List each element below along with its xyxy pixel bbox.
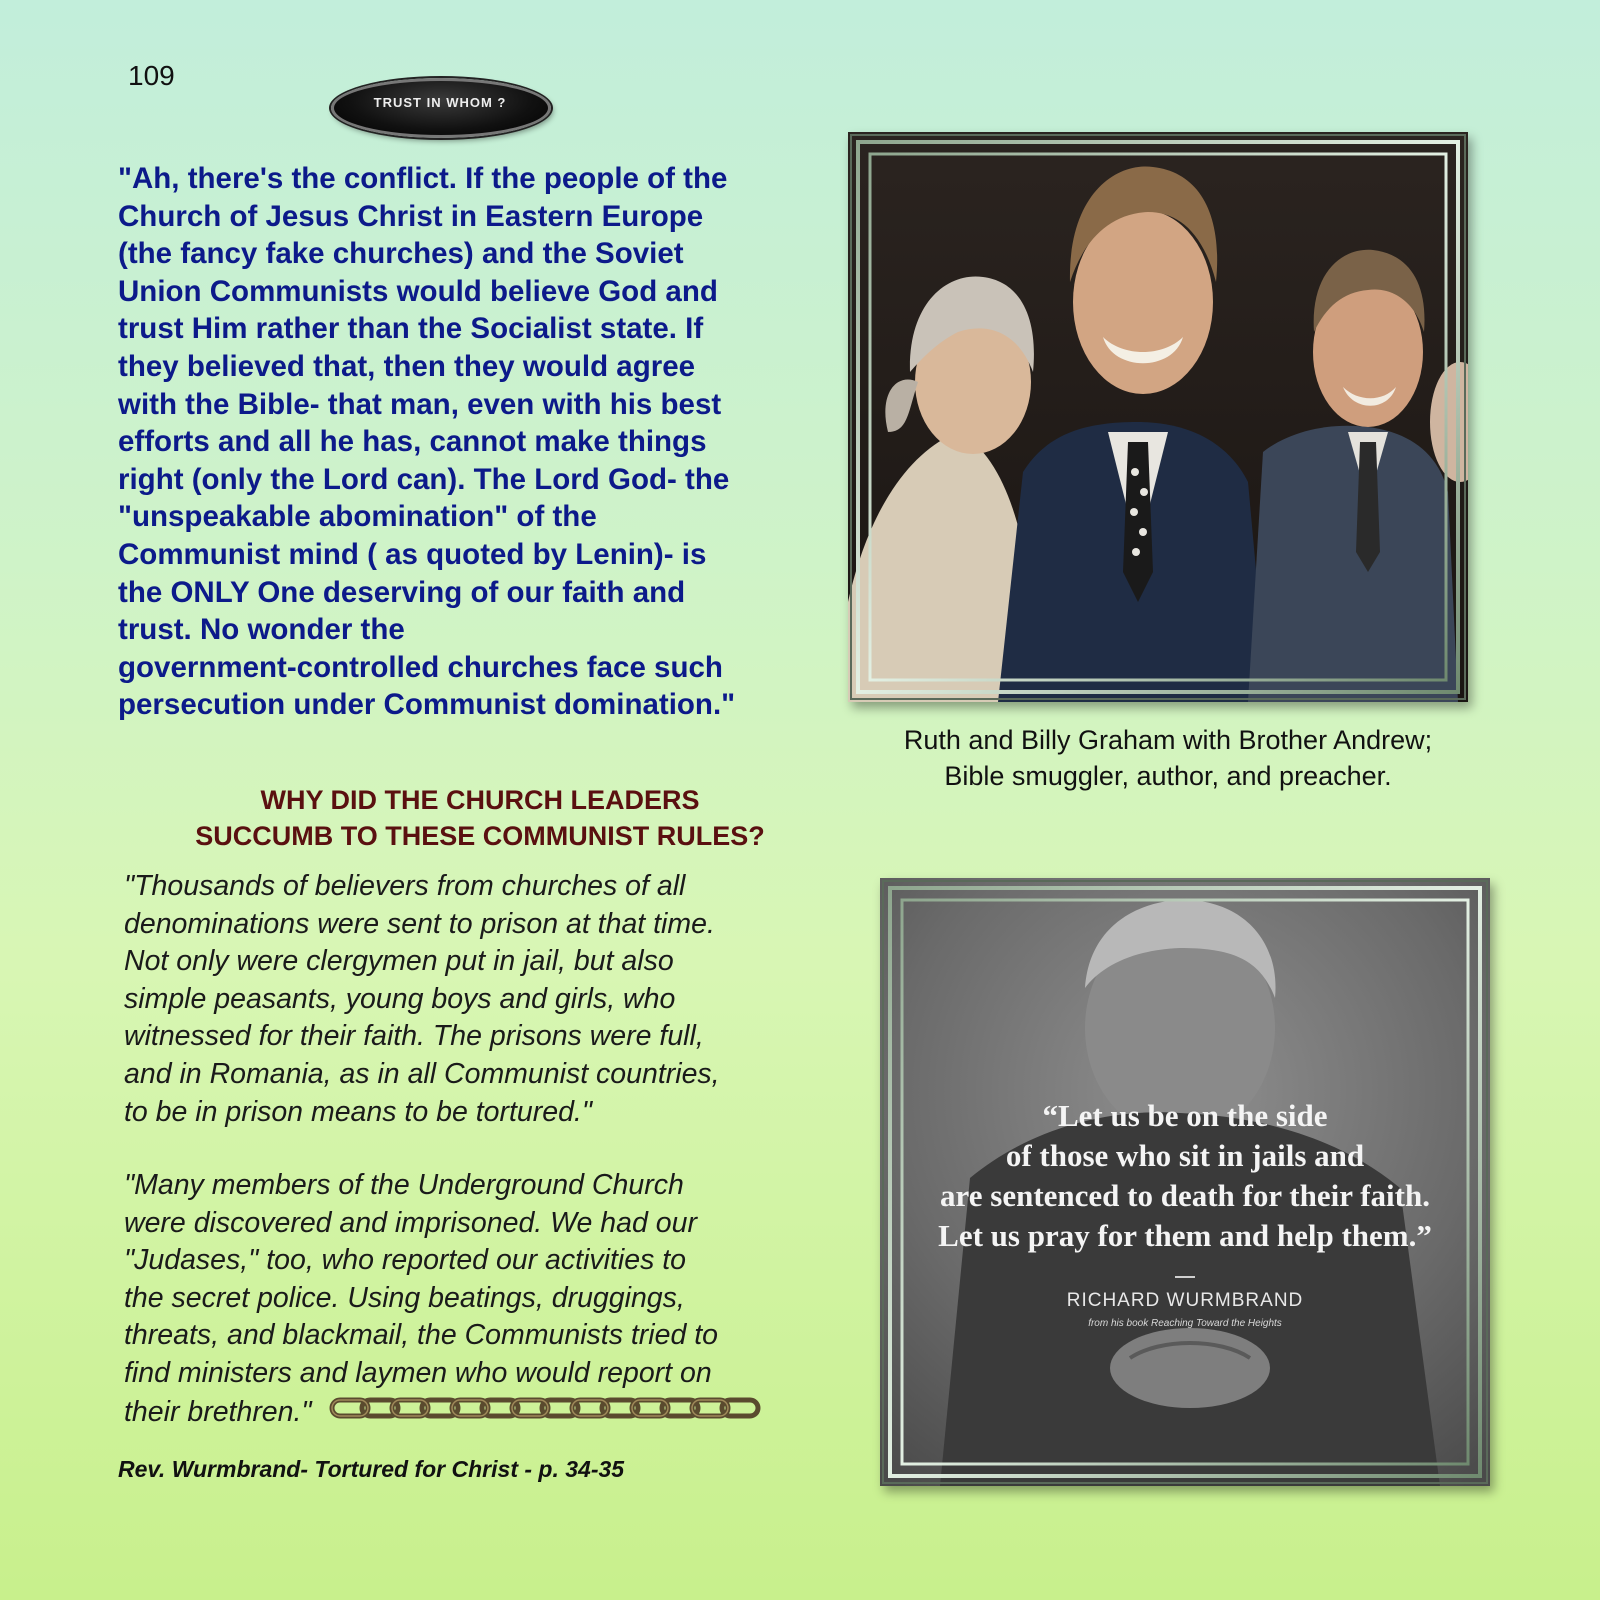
quote-line: Union Communists would believe God and xyxy=(118,274,718,308)
quote-line: right (only the Lord can). The Lord God- the xyxy=(118,462,730,496)
quote-line: "Ah, there's the conflict. If the people of the xyxy=(118,162,728,195)
overlay-line: “Let us be on the side xyxy=(1042,1098,1328,1133)
quote-line: Church of Jesus Christ in Eastern Europe xyxy=(118,199,704,233)
heading-line: SUCCUMB TO THESE COMMUNIST RULES? xyxy=(195,821,765,851)
quote-line: efforts and all he has, cannot make things xyxy=(118,425,707,459)
trust-in-whom-badge xyxy=(325,70,555,136)
quote-line: with the Bible- that man, even with his best xyxy=(118,387,722,421)
wurmbrand-photo xyxy=(880,878,1490,1486)
quote2-line: the secret police. Using beatings, druggings, xyxy=(124,1281,685,1314)
quote-line: they believed that, then they would agree xyxy=(118,349,696,383)
overlay-line: of those who sit in jails and xyxy=(1005,1138,1365,1173)
chain-icon xyxy=(326,1393,766,1434)
quote-line: (the fancy fake churches) and the Soviet xyxy=(118,237,684,271)
overlay-source: from his book Reaching Toward the Heights xyxy=(1088,1318,1282,1329)
quote2-line: find ministers and laymen who would report on xyxy=(124,1356,712,1389)
overlay-line: Let us pray for them and help them.” xyxy=(938,1218,1432,1253)
quote2-line: threats, and blackmail, the Communists tried to xyxy=(124,1319,719,1352)
quote2-line xyxy=(124,1393,854,1434)
overlay-line: are sentenced to death for their faith. xyxy=(940,1178,1430,1213)
caption-line: Bible smuggler, author, and preacher. xyxy=(944,761,1392,791)
caption-line: Ruth and Billy Graham with Brother Andrew; xyxy=(903,725,1433,755)
page-number: 109 xyxy=(128,60,175,91)
quote-line: Communist mind ( as quoted by Lenin)- is xyxy=(118,537,707,571)
graham-photo xyxy=(848,132,1468,702)
overlay-divider xyxy=(1175,1276,1195,1278)
section-heading xyxy=(100,782,860,854)
quote1-line: and in Romania, as in all Communist countries, xyxy=(124,1057,720,1090)
heading-line: WHY DID THE CHURCH LEADERS xyxy=(260,785,700,815)
quote2-line: were discovered and imprisoned. We had our xyxy=(124,1206,697,1239)
quote2-last-line: their brethren." xyxy=(124,1395,312,1428)
quote1-line: to be in prison means to be tortured." xyxy=(124,1095,592,1128)
overlay-author: RICHARD WURMBRAND xyxy=(1066,1290,1304,1311)
quote2-line: "Judases," too, who reported our activities to xyxy=(124,1244,687,1277)
wurmbrand-quote-2 xyxy=(124,1167,854,1433)
quote2-line: "Many members of the Underground Church xyxy=(124,1169,684,1201)
quote-line: persecution under Communist domination." xyxy=(118,688,736,722)
quote-line: "unspeakable abomination" of the xyxy=(118,500,597,534)
quote-line: trust. No wonder the xyxy=(118,613,405,647)
quote1-line: witnessed for their faith. The prisons were full, xyxy=(124,1020,704,1053)
quote1-line: Not only were clergymen put in jail, but also xyxy=(124,945,674,978)
quote-line: trust Him rather than the Socialist state. If xyxy=(118,312,704,346)
quote-line: the ONLY One deserving of our faith and xyxy=(118,575,686,609)
graham-photo-caption xyxy=(848,722,1488,794)
badge-label: TRUST IN WHOM ? xyxy=(373,95,507,110)
wurmbrand-overlay-quote xyxy=(880,1096,1490,1256)
quote1-line: "Thousands of believers from churches of all xyxy=(124,870,686,902)
quote1-line: simple peasants, young boys and girls, who xyxy=(124,982,676,1015)
citation: Rev. Wurmbrand- Tortured for Christ - p. 34-35 xyxy=(118,1456,625,1482)
quote1-line: denominations were sent to prison at that time. xyxy=(124,907,715,940)
wurmbrand-quote-1 xyxy=(124,868,854,1131)
main-quote xyxy=(118,160,838,724)
quote-line: government-controlled churches face such xyxy=(118,650,723,684)
